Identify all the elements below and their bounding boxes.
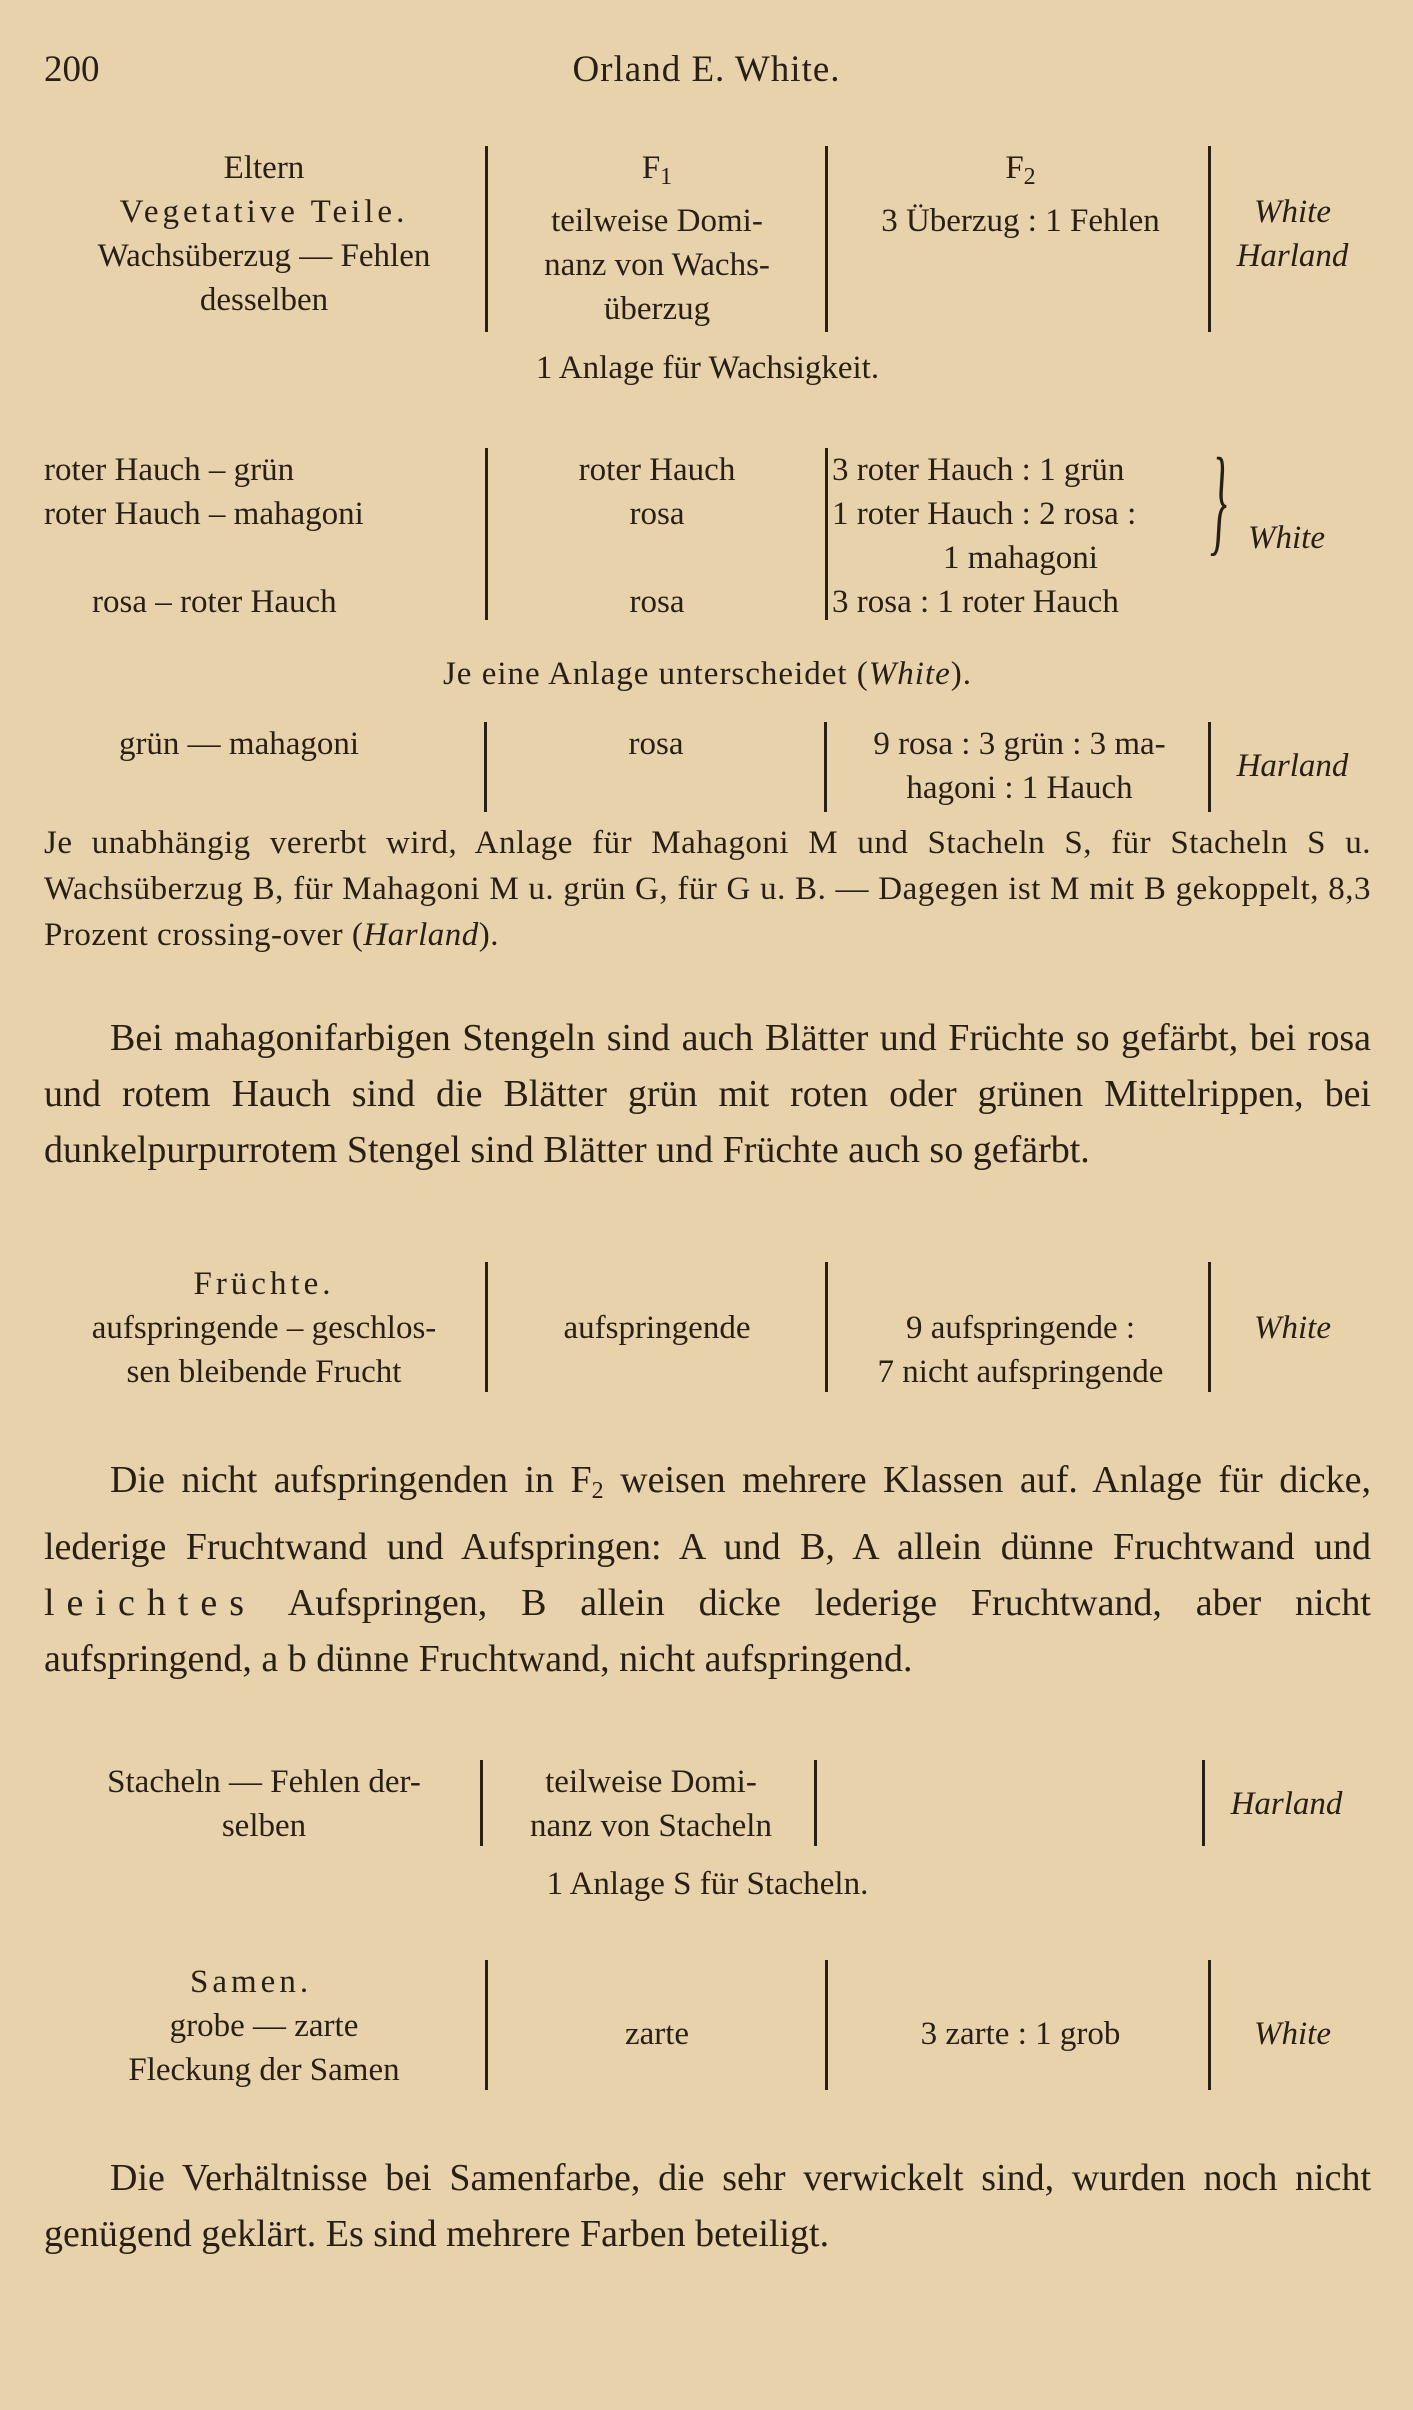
cell-text: 3 Überzug : 1 Fehlen [881, 203, 1160, 239]
col-divider [814, 1760, 822, 1846]
table-wax-coating [44, 146, 1371, 332]
cell-text: zarte [624, 2016, 690, 2052]
caption-spines: 1 Anlage S für Stacheln. [546, 1866, 869, 1902]
col-author [1208, 722, 1374, 812]
col-f2 [825, 1262, 1213, 1392]
running-title: Orland E. White. [572, 49, 841, 90]
cell-text: Fleckung der Samen [128, 2052, 400, 2088]
paragraph-seed-color [44, 2150, 1371, 2262]
paragraph-leaf-color [44, 1010, 1371, 1178]
col-author [1208, 433, 1371, 620]
page-header [44, 48, 1369, 94]
page-number: 200 [44, 49, 100, 90]
cell-text: selben [221, 1808, 307, 1844]
note-text: Je unabhängig vererbt wird, Anlage für Mahagoni M und Stacheln S, für Stacheln S u. Wachsüberzug B, für Mahagoni M u. grün G, für G u. B. — Dagegen ist M mit B gekoppelt, 8,3 Prozent crossing-over ( [44, 825, 1371, 953]
cell-text: überzug [603, 291, 711, 327]
cell-text: rosa [629, 584, 685, 620]
col-f2 [825, 146, 1213, 332]
cell-text: 3 rosa : 1 roter Hauch [832, 584, 1119, 620]
cell-text: roter Hauch – grün [44, 452, 295, 488]
cell-text: 9 aufspringende : [905, 1310, 1136, 1346]
col-parents [44, 1960, 484, 2090]
author-name: White [1254, 2016, 1331, 2052]
table-stem-color [44, 433, 1371, 620]
col-author [1202, 1760, 1368, 1846]
author-name: Harland [363, 917, 479, 953]
caption-text: ). [950, 656, 973, 692]
col-parents [44, 722, 434, 812]
cell-text: rosa – roter Hauch [92, 584, 337, 620]
cell-text: nanz von Wachs- [544, 247, 770, 283]
col-parents [44, 448, 484, 620]
col-author [1208, 146, 1374, 332]
table-spines [44, 1760, 1371, 1846]
author-name: Harland [1236, 238, 1349, 274]
col-f1 [485, 448, 826, 620]
paragraph-text: Die Verhältnisse bei Samenfarbe, die sehr verwickelt sind, wurden noch nicht genügend geklärt. Es sind mehrere Farben beteiligt. [44, 2157, 1371, 2255]
cell-text: 3 roter Hauch : 1 grün [832, 452, 1125, 488]
caption-text: Je eine Anlage unterscheidet ( [442, 656, 869, 692]
author-name: White [1254, 194, 1331, 230]
header-text: F [1005, 150, 1024, 186]
table-seeds [44, 1960, 1371, 2090]
cell-text: roter Hauch [578, 452, 736, 488]
cell-text: hagoni : 1 Hauch [906, 770, 1133, 806]
author-name: Harland [1236, 748, 1349, 784]
author-name: White [1254, 1310, 1331, 1346]
note-linkage [44, 820, 1371, 958]
section-label: Früchte. [193, 1266, 335, 1302]
cell-text: teilweise Domi- [545, 1764, 757, 1800]
cell-text: grobe — zarte [169, 2008, 359, 2044]
cell-text: 9 rosa : 3 grün : 3 ma- [873, 726, 1166, 762]
col-f1 [485, 146, 826, 332]
caption-one-gene [44, 656, 1371, 693]
section-label: Samen. [190, 1964, 313, 2000]
col-f1 [480, 1760, 819, 1846]
col-f1 [485, 1960, 826, 2090]
header-f2 [828, 146, 1213, 199]
paragraph-text: Aufspringen, B allein dicke lederige Fruchtwand, aber nicht aufspringend, a b dünne Fruchtwand, nicht aufspringend. [44, 1582, 1371, 1680]
paragraph-text: Die nicht aufspringenden in F [110, 1459, 592, 1501]
section-label: Vegetative Teile. [119, 194, 409, 230]
cell-text: teilweise Domi- [551, 203, 763, 239]
paragraph-text: weisen mehrere Klassen auf. Anlage für dicke, lederige Fruchtwand und Aufspringen: A und B, A allein dünne Fruchtwand und [44, 1459, 1371, 1568]
col-parents [44, 146, 484, 332]
col-parents [44, 1262, 484, 1392]
author-name: White [868, 656, 951, 692]
col-parents [44, 1760, 484, 1846]
cell-text: aufspringende [563, 1310, 751, 1346]
table-green-mahogany [44, 722, 1371, 812]
col-f2 [825, 1960, 1213, 2090]
author-name: Harland [1230, 1786, 1343, 1822]
brace-glyph: } [1210, 433, 1227, 566]
cell-text: Wachsüberzug — Fehlen [97, 238, 431, 274]
cell-text: nanz von Stacheln [530, 1808, 772, 1844]
cell-text: Stacheln — Fehlen der- [107, 1764, 421, 1800]
cell-text: rosa [628, 726, 684, 762]
note-text: ). [478, 917, 500, 953]
cell-text: 1 roter Hauch : 2 rosa : [832, 496, 1137, 532]
caption-wax: 1 Anlage für Wachsigkeit. [535, 350, 880, 386]
paragraph-fruit-classes [44, 1452, 1371, 1687]
paragraph-text: Bei mahagonifarbigen Stengeln sind auch Blätter und Früchte so gefärbt, bei rosa und rotem Hauch sind die Blätter grün mit roten oder grünen Mittelrippen, bei dunkelpurpurrotem Stengel sind Blätter und Früchte auch so gefärbt. [44, 1017, 1371, 1171]
cell-text: desselben [199, 282, 329, 318]
col-author [1208, 1960, 1374, 2090]
header-sub: 1 [660, 164, 673, 190]
col-f1 [485, 1262, 826, 1392]
author-name: White [1248, 520, 1325, 556]
cell-text: 7 nicht aufspringende [877, 1354, 1164, 1390]
subscript: 2 [591, 1478, 604, 1504]
spaced-word: leichtes [44, 1582, 257, 1624]
header-parents: Eltern [223, 150, 305, 186]
header-f1 [488, 146, 826, 199]
cell-text: grün — mahagoni [118, 726, 360, 762]
cell-text: roter Hauch – mahagoni [44, 496, 364, 532]
cell-text: 3 zarte : 1 grob [920, 2016, 1121, 2052]
col-author [1208, 1262, 1374, 1392]
table-fruits [44, 1262, 1371, 1392]
col-f2 [825, 448, 1213, 620]
cell-text: aufspringende – geschlos- [91, 1310, 437, 1346]
col-f2 [824, 722, 1212, 812]
cell-text: sen bleibende Frucht [126, 1354, 402, 1390]
col-f1 [484, 722, 825, 812]
header-text: F [641, 150, 661, 186]
cell-text: 1 mahagoni [943, 540, 1098, 576]
cell-text: rosa [629, 496, 685, 532]
header-sub: 2 [1023, 164, 1036, 190]
